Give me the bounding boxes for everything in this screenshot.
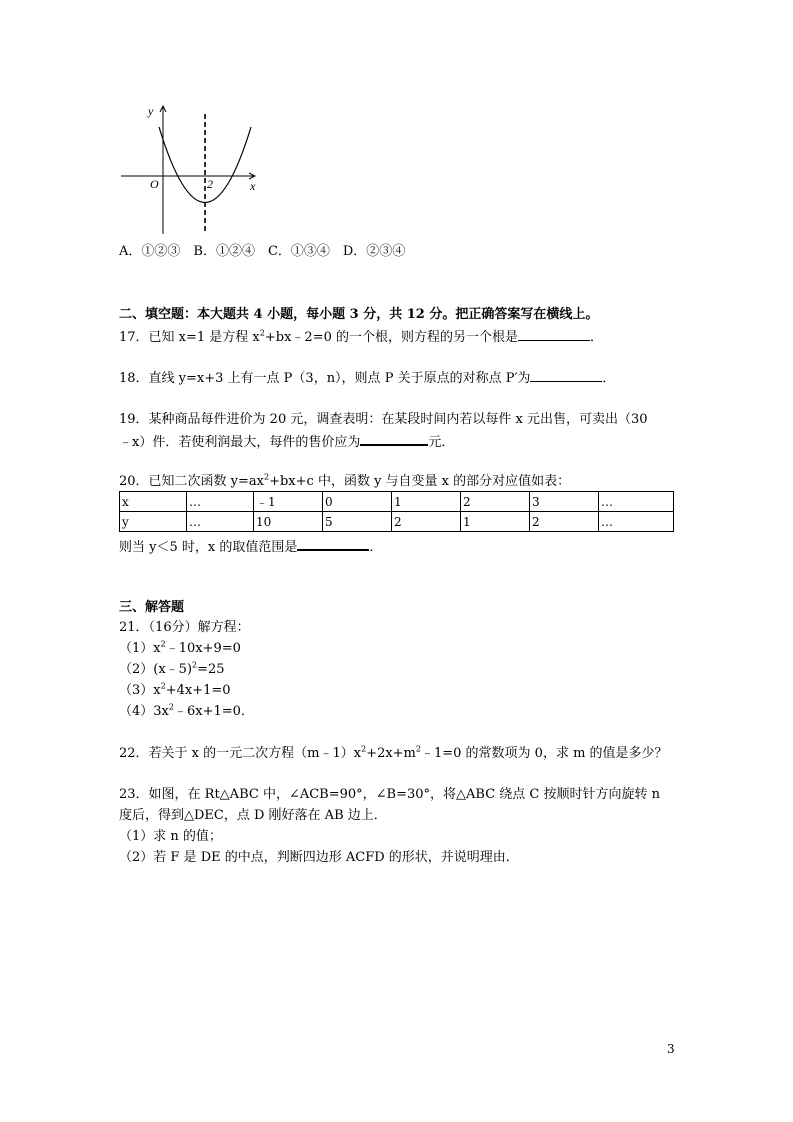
question-23-sub2: （2）若 F 是 DE 的中点，判断四边形 ACFD 的形状，并说明理由． xyxy=(119,850,519,865)
q20-sup: 2 xyxy=(264,472,270,482)
q19-line2-after: 元． xyxy=(428,435,455,450)
table-cell: … xyxy=(187,512,254,532)
table-cell: 0 xyxy=(323,492,392,512)
table-cell: y xyxy=(120,512,187,532)
parabola-graph xyxy=(115,100,265,238)
table-cell: 2 xyxy=(530,512,599,532)
section3-heading: 三、解答题 xyxy=(119,600,185,615)
table-cell: … xyxy=(187,492,254,512)
q17-after: +bx﹣2=0 的一个根，则方程的另一个根是 xyxy=(264,330,518,345)
table-cell: … xyxy=(599,492,674,512)
table-cell: ﹣1 xyxy=(254,492,323,512)
question-21-item xyxy=(119,640,241,658)
q18-text: 18．直线 y=x+3 上有一点 P（3，n），则点 P 关于原点的对称点 P′为 xyxy=(119,371,531,386)
origin-label: O xyxy=(150,177,159,191)
q22-after: ﹣1=0 的常数项为 0，求 m 的值是多少？ xyxy=(420,746,668,761)
table-cell: 1 xyxy=(392,492,461,512)
question-22 xyxy=(119,745,668,763)
question-21-item xyxy=(119,703,254,721)
answer-options: A．①②③ B．①②④ C．①③④ D．②③④ xyxy=(119,244,406,259)
question-19-line1: 19．某种商品每件进价为 20 元，调查表明：在某段时间内若以每件 x 元出售，可卖出（30 xyxy=(119,412,648,427)
q21-item-sup: 2 xyxy=(160,681,166,691)
q17-sup: 2 xyxy=(259,328,265,338)
table-cell: 10 xyxy=(254,512,323,532)
x-axis-label: x xyxy=(250,179,256,193)
q20-before: 20．已知二次函数 y=ax xyxy=(119,474,264,489)
q17-answer-blank[interactable] xyxy=(518,328,590,341)
q21-item-after: =25 xyxy=(197,662,225,677)
q21-item-before: （3）x xyxy=(119,683,161,698)
q20-answer-blank[interactable] xyxy=(297,537,369,551)
axis-mark-label: 2 xyxy=(207,177,213,191)
question-21-item xyxy=(119,661,225,679)
q20-after: +bx+c 中，函数 y 与自变量 x 的部分对应值如表： xyxy=(269,474,571,489)
q18-answer-blank[interactable] xyxy=(530,369,602,382)
q21-item-after: ﹣10x+9=0 xyxy=(165,641,241,656)
table-row xyxy=(120,492,674,512)
table-cell: 5 xyxy=(323,512,392,532)
q19-answer-blank[interactable] xyxy=(360,432,428,446)
q18-end: ． xyxy=(602,371,616,386)
table-cell: 2 xyxy=(461,492,530,512)
question-20 xyxy=(119,473,570,491)
q21-item-after: ﹣6x+1=0． xyxy=(173,704,254,719)
q21-item-after: +4x+1=0 xyxy=(165,683,231,698)
table-row xyxy=(120,512,674,532)
question-21-intro: 21．（16分）解方程： xyxy=(119,620,250,635)
q17-before: 17．已知 x=1 是方程 x xyxy=(119,330,260,345)
q21-item-sup: 2 xyxy=(168,702,174,712)
question-20-followup xyxy=(119,537,382,557)
y-axis-label: y xyxy=(148,104,154,118)
question-18 xyxy=(119,369,615,388)
table-cell: … xyxy=(599,512,674,532)
q17-end: ． xyxy=(590,330,604,345)
q21-item-sup: 2 xyxy=(160,639,166,649)
q21-item-sup: 2 xyxy=(192,660,198,670)
table-cell: 3 xyxy=(530,492,599,512)
q21-item-before: （1）x xyxy=(119,641,161,656)
q22-sup2: 2 xyxy=(415,744,421,754)
q22-middle: +2x+m xyxy=(366,746,416,761)
q21-item-before: （4）3x xyxy=(119,704,169,719)
table-cell: 1 xyxy=(461,512,530,532)
q21-item-before: （2）(x﹣5) xyxy=(119,662,193,677)
table-cell: x xyxy=(120,492,187,512)
q22-before: 22．若关于 x 的一元二次方程（m﹣1）x xyxy=(119,746,362,761)
value-table xyxy=(119,491,674,532)
question-23-sub1: （1）求 n 的值； xyxy=(119,829,222,844)
question-23-line2: 度后，得到△DEC，点 D 刚好落在 AB 边上． xyxy=(119,808,387,823)
question-19-line2 xyxy=(119,432,454,452)
question-17 xyxy=(119,328,603,347)
q20-after-table-before: 则当 y＜5 时，x 的取值范围是 xyxy=(119,540,298,555)
table-cell: 2 xyxy=(392,512,461,532)
question-23-line1: 23．如图，在 Rt△ABC 中，∠ACB=90°，∠B=30°，将△ABC 绕点 C 按顺时针方向旋转 n xyxy=(119,787,661,802)
question-21-item xyxy=(119,682,231,700)
q20-after-table-end: ． xyxy=(369,540,383,555)
q19-line2-before: ﹣x）件．若使利润最大，每件的售价应为 xyxy=(119,435,361,450)
page-number: 3 xyxy=(667,1042,675,1056)
section2-heading: 二、填空题：本大题共 4 小题，每小题 3 分，共 12 分。把正确答案写在横线上。 xyxy=(119,307,599,322)
q22-sup1: 2 xyxy=(361,744,367,754)
